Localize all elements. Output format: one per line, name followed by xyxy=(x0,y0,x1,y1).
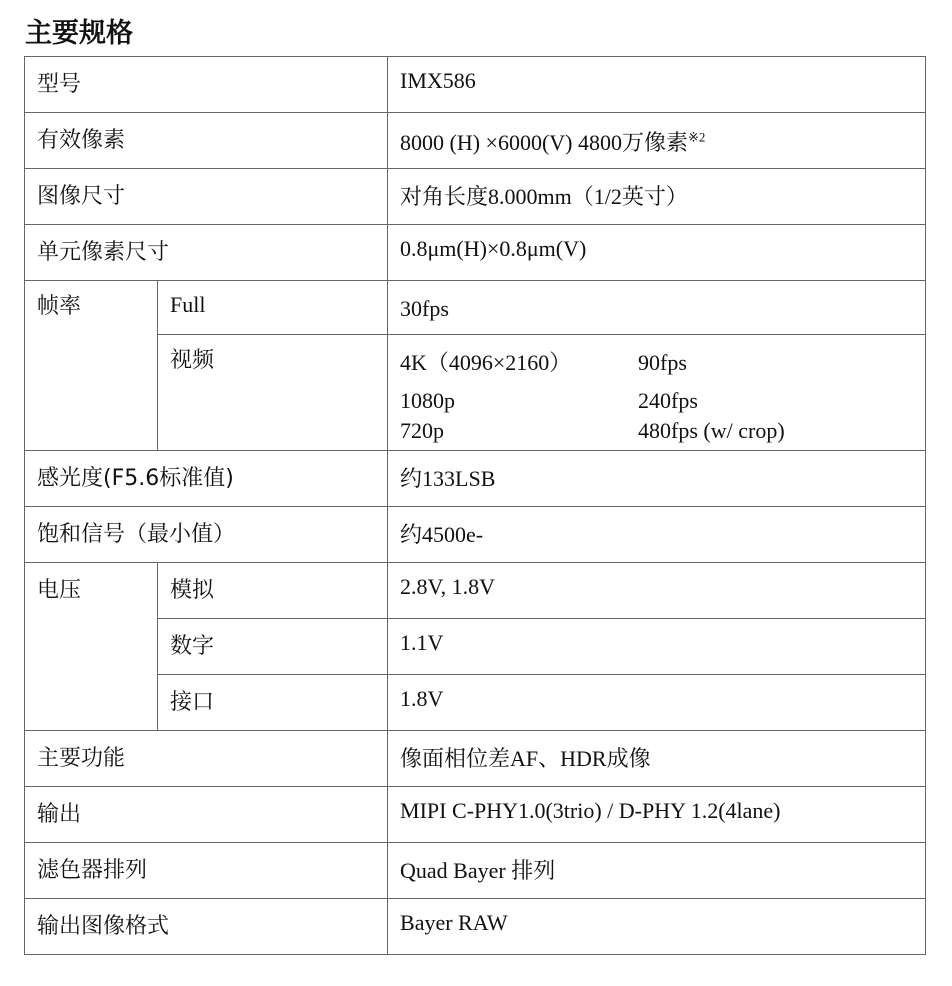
spec-value: Quad Bayer 排列 xyxy=(388,843,926,899)
footnote-marker: ※2 xyxy=(688,129,706,145)
table-row xyxy=(25,57,926,113)
page-title: 主要规格 xyxy=(25,18,133,49)
spec-sublabel: 视频 xyxy=(158,335,388,451)
table-row xyxy=(25,731,926,787)
spec-table xyxy=(24,56,926,955)
spec-value: MIPI C-PHY1.0(3trio) / D-PHY 1.2(4lane) xyxy=(388,787,926,843)
spec-value: 2.8V, 1.8V xyxy=(388,563,926,619)
spec-label: 主要功能 xyxy=(25,731,388,787)
spec-value: 对角长度8.000mm（1/2英寸） xyxy=(388,169,926,225)
table-row xyxy=(25,563,926,619)
spec-value: 像面相位差AF、HDR成像 xyxy=(388,731,926,787)
spec-value: IMX586 xyxy=(388,57,926,113)
spec-label: 输出图像格式 xyxy=(25,899,388,955)
spec-label-empty xyxy=(25,675,158,731)
spec-sublabel: 数字 xyxy=(158,619,388,675)
table-row xyxy=(25,225,926,281)
spec-sublabel: 模拟 xyxy=(158,563,388,619)
spec-label: 帧率 xyxy=(25,281,158,451)
spec-value: 约133LSB xyxy=(388,451,926,507)
spec-value: 1.1V xyxy=(388,619,926,675)
table-row xyxy=(25,507,926,563)
table-row xyxy=(25,619,926,675)
spec-label: 滤色器排列 xyxy=(25,843,388,899)
table-row xyxy=(25,335,926,451)
spec-label: 单元像素尺寸 xyxy=(25,225,388,281)
spec-label: 有效像素 xyxy=(25,113,388,169)
video-fps: 480fps (w/ crop) xyxy=(638,418,785,443)
spec-value: 约4500e- xyxy=(388,507,926,563)
video-mode: 1080p xyxy=(400,388,456,413)
spec-value xyxy=(388,113,926,169)
spec-value: Bayer RAW xyxy=(388,899,926,955)
video-mode: 4K（4096×2160） xyxy=(400,350,572,375)
table-row xyxy=(25,169,926,225)
video-fps: 240fps xyxy=(638,388,698,413)
spec-label: 输出 xyxy=(25,787,388,843)
spec-value: 0.8μm(H)×0.8μm(V) xyxy=(388,225,926,281)
table-row xyxy=(25,899,926,955)
table-row xyxy=(25,787,926,843)
spec-value: 30fps xyxy=(388,281,926,335)
table-row xyxy=(25,451,926,507)
spec-label: 型号 xyxy=(25,57,388,113)
spec-label: 电压 xyxy=(25,563,158,619)
spec-label-empty xyxy=(25,619,158,675)
table-row xyxy=(25,281,926,335)
spec-value-text: 8000 (H) ×6000(V) 4800万像素 xyxy=(400,130,689,155)
table-row xyxy=(25,113,926,169)
video-modes xyxy=(388,335,926,451)
table-row xyxy=(25,843,926,899)
spec-label: 感光度(F5.6标准值) xyxy=(25,451,388,507)
spec-label: 饱和信号（最小值） xyxy=(25,507,388,563)
spec-sublabel: 接口 xyxy=(158,675,388,731)
spec-label: 图像尺寸 xyxy=(25,169,388,225)
table-row xyxy=(25,675,926,731)
spec-sublabel: Full xyxy=(158,281,388,335)
video-mode: 720p xyxy=(400,418,445,443)
video-fps: 90fps xyxy=(638,350,687,375)
spec-value: 1.8V xyxy=(388,675,926,731)
